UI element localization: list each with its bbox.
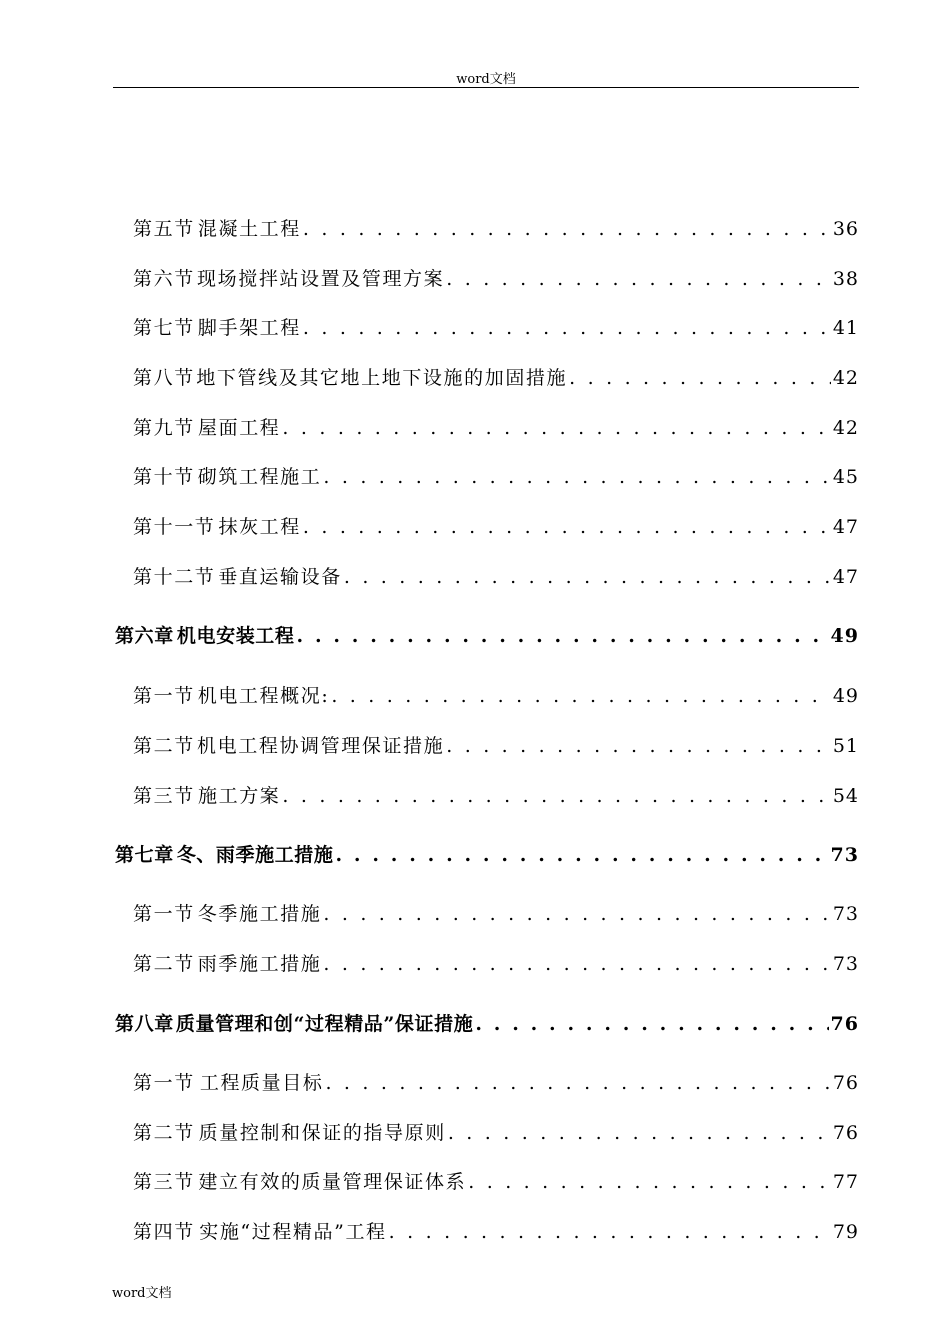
toc-entry-page: 76: [832, 1072, 859, 1094]
toc-dot-leader: [336, 841, 829, 869]
toc-entry-page: 36: [832, 218, 859, 240]
toc-entry-page: 54: [832, 785, 859, 807]
toc-entry-title: 质量控制和保证的指导原则: [198, 1122, 446, 1144]
toc-entry-number: 第四节: [133, 1221, 195, 1243]
toc-entry-page: 42: [832, 417, 859, 439]
toc-entry-page: 51: [832, 735, 859, 757]
toc-entry-page: 38: [832, 268, 859, 290]
toc-entry-number: 第十节: [133, 466, 195, 488]
toc-entry-title: 现场搅拌站设置及管理方案: [197, 268, 445, 290]
toc-entry-page: 41: [832, 317, 859, 339]
toc-entry[interactable]: [133, 513, 859, 541]
toc-entry[interactable]: [133, 364, 859, 392]
toc-dot-leader: [446, 265, 831, 293]
toc-chapter-entry[interactable]: [115, 622, 859, 650]
toc-entry-number: 第三节: [133, 1171, 195, 1193]
toc-entry-page: 76: [832, 1122, 859, 1144]
toc-dot-leader: [331, 682, 830, 710]
toc-entry-title: 抹灰工程: [218, 516, 301, 538]
toc-entry-page: 45: [832, 466, 859, 488]
toc-entry-number: 第三节: [133, 785, 195, 807]
toc-entry-number: 第二节: [133, 1122, 195, 1144]
toc-dot-leader: [569, 364, 831, 392]
toc-entry-number: 第六节: [133, 268, 195, 290]
toc-entry-page: 42: [832, 367, 859, 389]
toc-entry-title: 冬、雨季施工措施: [176, 844, 334, 866]
toc-dot-leader: [448, 1119, 831, 1147]
toc-chapter-entry[interactable]: [115, 1010, 859, 1038]
toc-entry-number: 第二节: [133, 735, 195, 757]
toc-entry-number: 第七节: [133, 317, 195, 339]
toc-entry[interactable]: [133, 463, 859, 491]
toc-entry[interactable]: [133, 314, 859, 342]
toc-dot-leader: [297, 622, 829, 650]
toc-entry-number: 第五节: [133, 218, 195, 240]
toc-entry-page: 49: [832, 685, 859, 707]
toc-entry[interactable]: [133, 215, 859, 243]
toc-entry-page: 73: [832, 903, 859, 925]
toc-entry[interactable]: [133, 682, 859, 710]
toc-entry-page: 77: [832, 1171, 859, 1193]
toc-entry-title: 实施“过程精品”工程: [199, 1221, 387, 1243]
toc-entry-title: 机电安装工程: [176, 625, 295, 647]
toc-chapter-entry[interactable]: [115, 841, 859, 869]
toc-entry-page: 73: [830, 844, 859, 866]
toc-entry-number: 第十二节: [133, 566, 216, 588]
toc-dot-leader: [446, 732, 831, 760]
toc-entry[interactable]: [133, 1218, 859, 1246]
toc-entry-number: 第八节: [133, 367, 195, 389]
toc-entry-number: 第一节: [133, 1072, 195, 1094]
toc-dot-leader: [303, 314, 831, 342]
toc-entry[interactable]: [133, 1168, 859, 1196]
toc-entry-page: 47: [832, 566, 859, 588]
toc-entry-title: 屋面工程: [198, 417, 281, 439]
toc-dot-leader: [323, 950, 830, 978]
toc-entry-number: 第十一节: [133, 516, 216, 538]
toc-entry-title: 脚手架工程: [197, 317, 301, 339]
toc-entry-title: 冬季施工措施: [197, 903, 322, 925]
toc-entry-number: 第一节: [133, 903, 195, 925]
toc-entry-title: 地下管线及其它地上地下设施的加固措施: [196, 367, 568, 389]
toc-entry[interactable]: [133, 900, 859, 928]
toc-entry-page: 49: [830, 625, 859, 647]
toc-dot-leader: [468, 1168, 831, 1196]
toc-entry-title: 机电工程概况:: [197, 685, 330, 707]
toc-dot-leader: [282, 782, 830, 810]
toc-entry[interactable]: [133, 782, 859, 810]
toc-dot-leader: [389, 1218, 831, 1246]
toc-entry-number: 第八章: [115, 1013, 174, 1035]
toc-dot-leader: [344, 563, 831, 591]
toc-entry[interactable]: [133, 1119, 859, 1147]
toc-entry-page: 47: [832, 516, 859, 538]
toc-entry-number: 第六章: [115, 625, 174, 647]
toc-entry-number: 第九节: [133, 417, 195, 439]
toc-dot-leader: [475, 1010, 828, 1038]
toc-entry-title: 工程质量目标: [199, 1072, 324, 1094]
toc-dot-leader: [282, 414, 830, 442]
toc-entry-title: 机电工程协调管理保证措施: [197, 735, 445, 757]
toc-entry[interactable]: [133, 732, 859, 760]
toc-entry[interactable]: [133, 265, 859, 293]
toc-entry-number: 第二节: [133, 953, 195, 975]
toc-entry-number: 第一节: [133, 685, 195, 707]
toc-entry[interactable]: [133, 563, 859, 591]
toc-dot-leader: [303, 215, 831, 243]
toc-entry-title: 质量管理和创“过程精品”保证措施: [175, 1013, 474, 1035]
page-header: word文档: [456, 72, 516, 87]
toc-entry-page: 76: [830, 1013, 859, 1035]
toc-entry-title: 垂直运输设备: [218, 566, 342, 588]
toc-entry[interactable]: [133, 950, 859, 978]
toc-entry-page: 79: [832, 1221, 859, 1243]
toc-entry-title: 混凝土工程: [197, 218, 301, 240]
toc-entry-title: 建立有效的质量管理保证体系: [198, 1171, 467, 1193]
toc-entry-title: 砌筑工程施工: [197, 466, 322, 488]
toc-entry-page: 73: [832, 953, 859, 975]
toc-entry-number: 第七章: [115, 844, 174, 866]
toc-entry-title: 施工方案: [198, 785, 281, 807]
toc-dot-leader: [325, 1069, 830, 1097]
toc-dot-leader: [303, 513, 831, 541]
toc-entry[interactable]: [133, 1069, 859, 1097]
header-rule: [113, 87, 859, 88]
toc-entry[interactable]: [133, 414, 859, 442]
toc-entry-title: 雨季施工措施: [197, 953, 322, 975]
toc-dot-leader: [323, 900, 830, 928]
toc-dot-leader: [323, 463, 830, 491]
page-footer: word文档: [112, 1286, 172, 1301]
